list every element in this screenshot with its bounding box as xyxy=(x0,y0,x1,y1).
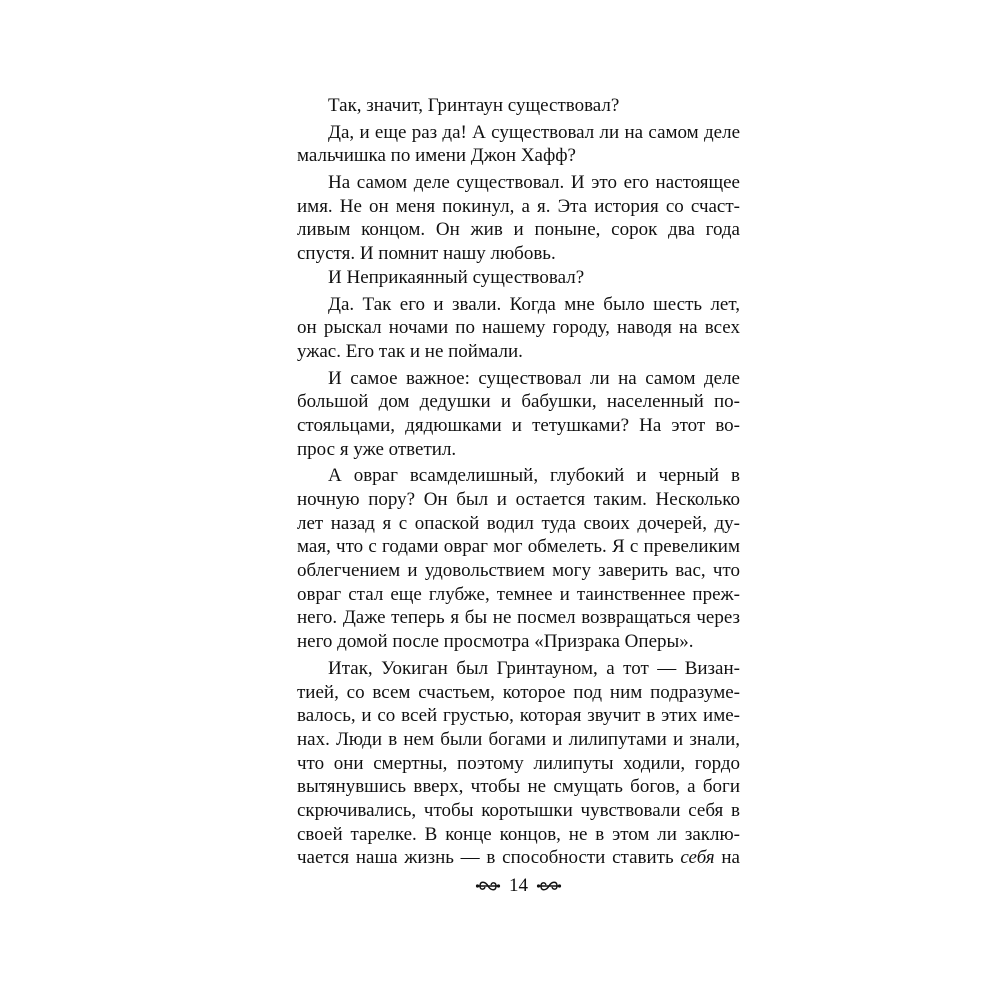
text-line: скрючивались, чтобы коротышки чувствовали себя в xyxy=(297,799,740,821)
text-line: тией, со всем счастьем, которое под ним подразуме- xyxy=(297,681,740,703)
text-line: И самое важное: существовал ли на самом деле xyxy=(328,367,740,389)
text-line: ливым концом. Он жив и поныне, сорок два года xyxy=(297,219,740,241)
text-line: него. Даже теперь я бы не посмел возвращаться через xyxy=(297,607,740,629)
text-line: валось, и со всей грустью, которая звучит в этих име- xyxy=(297,705,740,727)
text-line: Да. Так его и звали. Когда мне было шесть лет, xyxy=(328,293,740,315)
text-fragment: на xyxy=(714,847,740,869)
text-line: овраг стал еще глубже, темнее и таинственнее преж- xyxy=(297,583,740,605)
text-line: стояльцами, дядюшками и тетушками? На этот во- xyxy=(297,414,740,436)
text-line: ночную пору? Он был и остается таким. Несколько xyxy=(297,489,740,510)
text-line: И Неприкаянный существовал? xyxy=(328,266,585,288)
text-line: прос я уже ответил. xyxy=(297,438,457,460)
text-line: А овраг всамделишный, глубокий и черный в xyxy=(328,465,740,487)
text-line: лет назад я с опаской водил туда своих дочерей, ду- xyxy=(297,512,740,534)
text-line: имя. Не он меня покинул, а я. Эта история со счаст- xyxy=(297,195,740,217)
fleuron-ornament-icon xyxy=(536,878,562,894)
text-line: ужас. Его так и не поймали. xyxy=(297,340,523,362)
text-line: спустя. И помнит нашу любовь. xyxy=(297,243,556,265)
text-line: нах. Люди в нем были богами и лилипутами и знали, xyxy=(297,728,740,750)
text-line: он рыскал ночами по нашему городу, наводя на всех xyxy=(297,317,740,339)
text-line: него домой после просмотра «Призрака Оперы». xyxy=(297,631,694,653)
text-line: вытянувшись вверх, чтобы не смущать богов, а боги xyxy=(297,776,740,798)
page-number: 14 xyxy=(509,875,528,896)
text-line: что они смертны, поэтому лилипуты ходили, гордо xyxy=(297,752,740,774)
text-line: мая, что с годами овраг мог обмелеть. Я с превеликим xyxy=(297,536,740,558)
fleuron-ornament-icon xyxy=(475,878,501,894)
text-line: большой дом дедушки и бабушки, населенный по- xyxy=(297,391,740,413)
text-fragment: чается наша жизнь — в способности ставить xyxy=(297,847,681,869)
italic-emphasis: себя xyxy=(680,847,715,869)
text-line: Так, значит, Гринтаун существовал? xyxy=(328,95,620,116)
text-line: На самом деле существовал. И это его настоящее xyxy=(328,172,740,194)
text-line-last xyxy=(297,846,740,870)
text-line: мальчишка по имени Джон Хафф? xyxy=(297,145,576,167)
page-footer xyxy=(297,875,740,897)
text-line: Итак, Уокиган был Гринтауном, а тот — Визан- xyxy=(328,657,740,679)
text-line: Да, и еще раз да! А существовал ли на самом деле xyxy=(328,121,740,143)
text-line: облегчением и удовольствием могу заверить вас, что xyxy=(297,560,740,582)
page-text xyxy=(297,94,740,870)
text-line: своей тарелке. В конце концов, не в этом ли заклю- xyxy=(297,823,740,845)
